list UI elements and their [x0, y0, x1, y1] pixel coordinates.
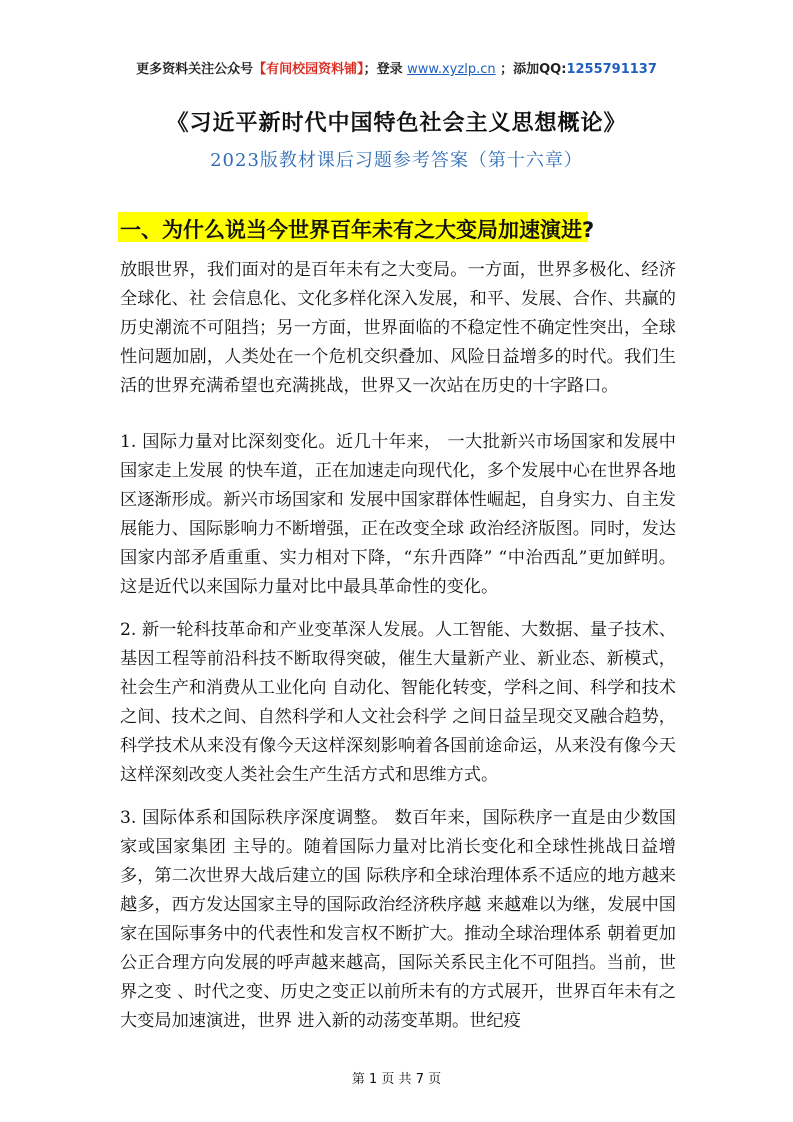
page-number: 第 1 页 共 7 页	[351, 1072, 442, 1087]
question-heading: 一、为什么说当今世界百年未有之大变局加速演进?	[120, 218, 595, 242]
header-qq: 1255791137	[566, 62, 657, 77]
promo-header	[0, 58, 793, 77]
paragraph-intro: 放眼世界，我们面对的是百年未有之大变局。一方面，世界多极化、经济全球化、社 会信息化、文化多样化深入发展，和平、发展、合作、共赢的历史潮流不可阻挡；另一方面，世界面临的不稳定性不确定性突出，全球性问题加剧，人类处在一个危机交织叠加、风险日益增多的时代。我们生活的世界充满希望也充满挑战，世界又一次站在历史的十字路口。	[120, 260, 676, 396]
header-site-link[interactable]: www.xyzlp.cn	[407, 62, 496, 77]
header-login-label: ；登录	[363, 62, 403, 77]
header-prefix: 更多资料关注公众号	[136, 62, 254, 77]
document-subtitle: 2023版教材课后习题参考答案（第十六章）	[210, 150, 583, 171]
header-add-label: ；添加QQ:	[500, 62, 567, 77]
paragraph-point-1: 1. 国际力量对比深刻变化。近几十年来， 一大批新兴市场国家和发展中国家走上发展 的快车道，正在加速走向现代化，多个发展中心在世界各地区逐渐形成。新兴市场国家和 发展中国家群体性崛起，自身实力、自主发展能力、国际影响力不断增强，正在改变全球 政治经济版图。同时，发达国家内部矛盾重重、实力相对下降，“东升西降” “中治西乱”更加鲜明。这是近代以来国际力量对比中最具革命性的变化。	[120, 432, 676, 597]
document-title: 《习近平新时代中国特色社会主义思想概论》	[166, 110, 627, 136]
paragraph-point-3: 3. 国际体系和国际秩序深度调整。 数百年来，国际秩序一直是由少数国家或国家集团 主导的。随着国际力量对比消长变化和全球性挑战日益增多，第二次世界大战后建立的国 际秩序和全球治理体系不适应的地方越来越多，西方发达国家主导的国际政治经济秩序越 来越难以为继，发展中国家在国际事务中的代表性和发言权不断扩大。推动全球治理体系 朝着更加公正合理方向发展的呼声越来越高，国际关系民主化不可阻挡。当前，世界之变 、时代之变、历史之变正以前所未有的方式展开，世界百年未有之大变局加速演进，世界 进入新的动荡变革期。世纪疫	[120, 808, 676, 1031]
header-account: 【有间校园资料铺】	[253, 62, 364, 77]
paragraph-point-2: 2. 新一轮科技革命和产业变革深人发展。人工智能、大数据、量子技术、基因工程等前沿科技不断取得突破，催生大量新产业、新业态、新模式，社会生产和消费从工业化向 自动化、智能化转变，学科之间、科学和技术之间、技术之间、自然科学和人文社会科学 之间日益呈现交叉融合趋势，科学技术从来没有像今天这样深刻影响着各国前途命运，从来没有像今天这样深刻改变人类社会生产生活方式和思维方式。	[120, 620, 676, 785]
